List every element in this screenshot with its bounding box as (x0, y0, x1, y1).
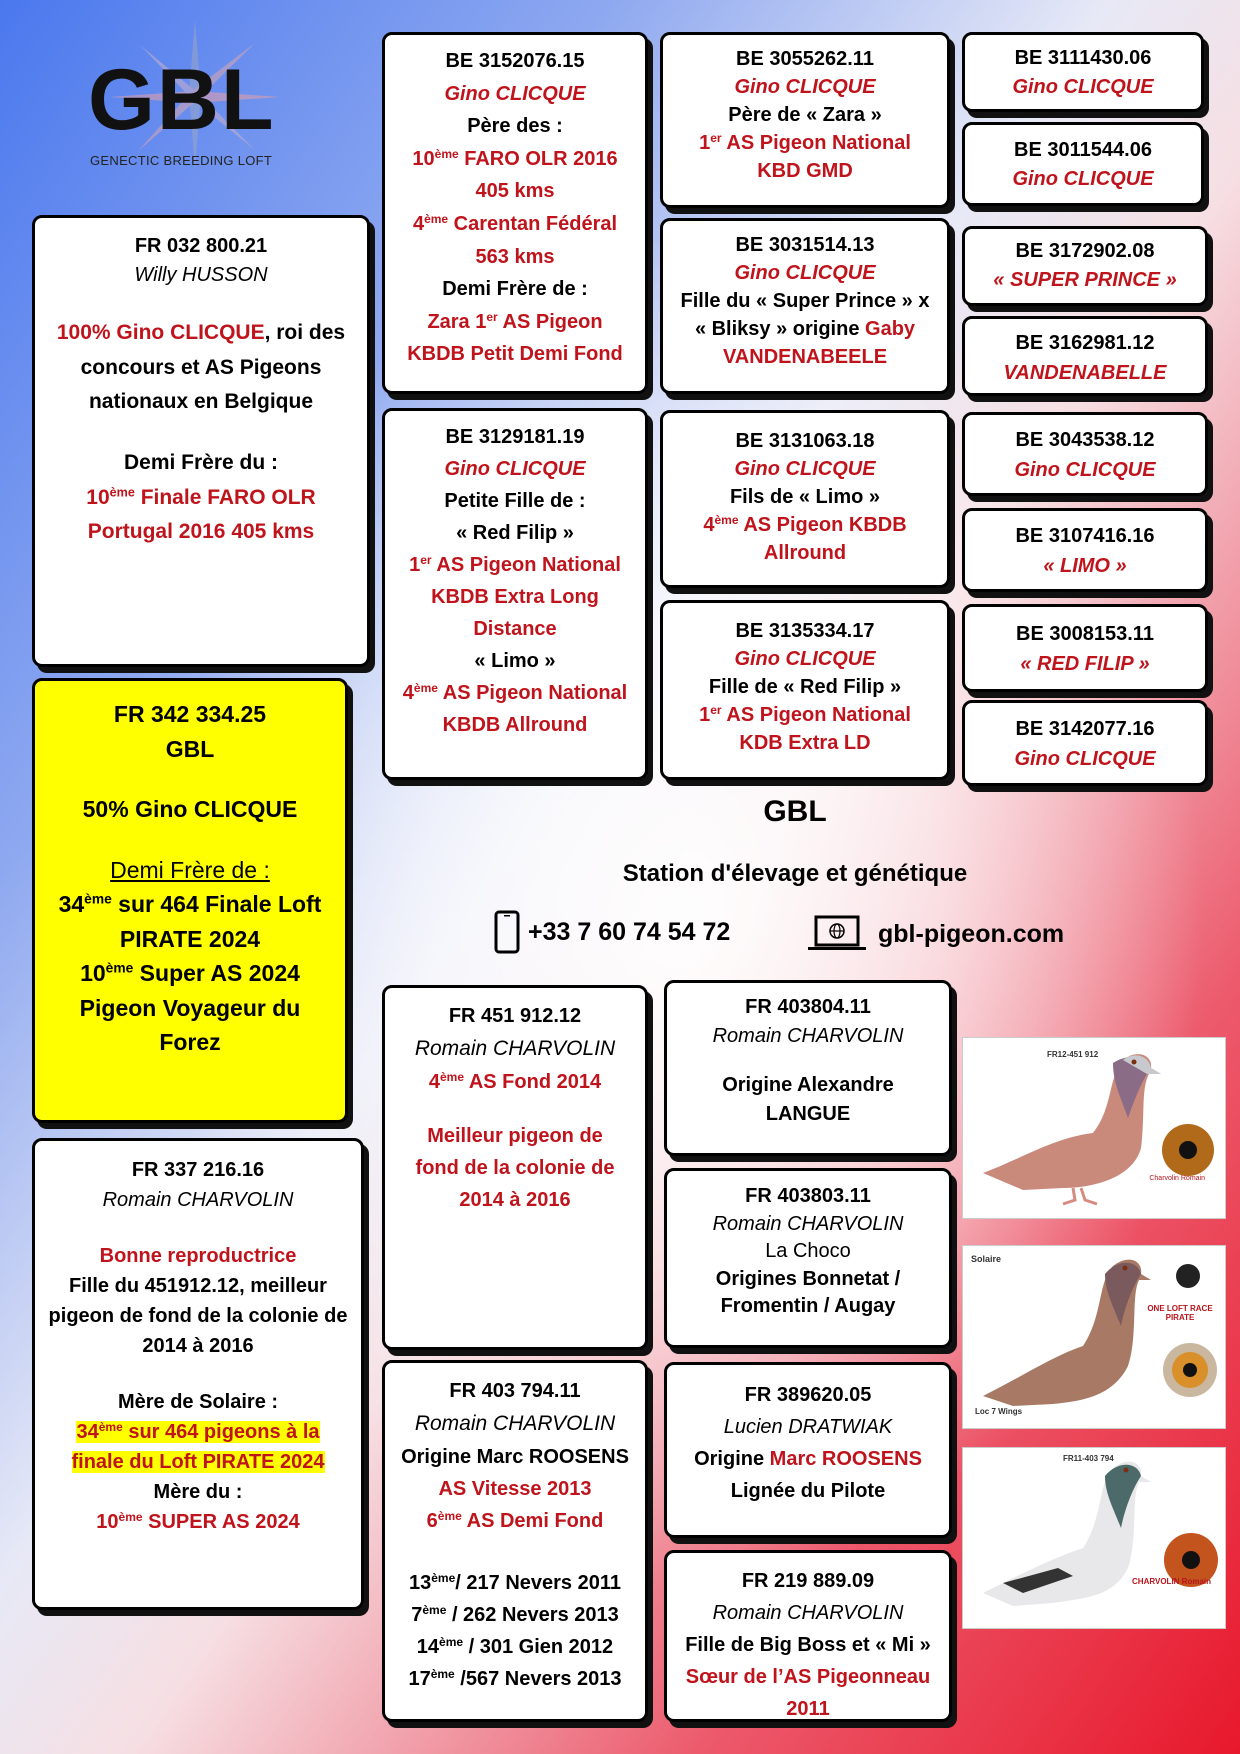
race-result: 17ème /567 Nevers 2013 (408, 1666, 622, 1690)
ring-number: FR 403 794.11 (449, 1380, 581, 1402)
achievement-category: KBDB Extra Long (431, 586, 599, 608)
relation-label: Demi Frère de : (442, 278, 588, 301)
note-highlight: Bonne reproductrice (99, 1245, 297, 1267)
owner-name: Romain CHARVOLIN (414, 1037, 616, 1060)
pedigree-box-be3055262 (660, 32, 950, 208)
relation-label: Mère de Solaire : (117, 1391, 279, 1413)
origin-text: « Bliksy » origine Gaby (694, 318, 916, 340)
distance: 563 kms (475, 245, 555, 268)
achievement: 10ème Finale FARO OLR Portugal 2016 405 kms (86, 485, 316, 544)
pedigree-box-fr337 (32, 1138, 364, 1610)
owner-name: Gino CLICQUE (444, 458, 586, 480)
loft-race-badge: ONE LOFT RACE PIRATE (1147, 1304, 1213, 1322)
origin-text: Origine Marc ROOSENS (401, 1445, 629, 1468)
ring-number: FR 219 889.09 (741, 1570, 875, 1592)
ring-number: BE 3129181.19 (445, 426, 585, 448)
pedigree-box-small (962, 700, 1208, 786)
ring-number: FR 342 334.25 (113, 701, 267, 727)
owner-name: Lucien DRATWIAK (723, 1416, 893, 1438)
ring-number: BE 3142077.16 (1015, 718, 1155, 740)
achievement: 4ème AS Fond 2014 (428, 1069, 602, 1093)
relation-label: Père de « Zara » (728, 104, 882, 126)
relation-label: Fils de « Limo » (729, 486, 881, 508)
owner-name: Romain CHARVOLIN (712, 1025, 904, 1047)
pigeon-image (963, 1448, 1225, 1628)
owner-name: GBL (165, 735, 215, 762)
ring-number: BE 3135334.17 (735, 620, 875, 642)
achievement: 10ème SUPER AS 2024 (96, 1509, 300, 1533)
owner-name: Gino CLICQUE (444, 82, 586, 105)
ring-number: BE 3055262.11 (736, 48, 874, 70)
achievement: 1er AS Pigeon National (699, 130, 911, 154)
relation-label: Fille de Big Boss et « Mi » (685, 1634, 931, 1656)
owner-name: Gino CLICQUE (1012, 76, 1154, 98)
pedigree-box-small (962, 604, 1208, 692)
pedigree-box-small (962, 32, 1204, 112)
owner-name: Gino CLICQUE (1014, 748, 1156, 770)
origin-name: LANGUE (765, 1103, 851, 1125)
pedigree-box-small (962, 316, 1208, 396)
pedigree-box-be3129181 (382, 408, 648, 780)
owner-name: VANDENABELLE (1003, 362, 1167, 384)
ring-number: FR 337 216.16 (131, 1159, 265, 1181)
ring-number: BE 3152076.15 (445, 50, 585, 72)
pedigree-box-fr342-main (32, 678, 348, 1123)
achievement-category: KBD GMD (757, 160, 853, 182)
achievement: Zara 1er AS Pigeon (427, 309, 603, 333)
pedigree-box-fr389620 (664, 1362, 952, 1538)
lineage-text: , roi des concours et AS Pigeons nationaux en Belgique (80, 321, 346, 414)
website-link[interactable] (806, 912, 1064, 956)
pigeon-name: « SUPER PRINCE » (993, 269, 1177, 291)
relation-label: Père des : (467, 115, 563, 138)
achievement-year: 2011 (786, 1698, 830, 1720)
pedigree-box-fr032 (32, 215, 370, 667)
relative-name: « Red Filip » (456, 522, 574, 544)
photo-footer: Charvolin Romain (1149, 1175, 1205, 1182)
achievement: 4ème Carentan Fédéral (412, 211, 618, 235)
origin-text: Origines Bonnetat / (715, 1267, 901, 1290)
owner-name: Romain CHARVOLIN (712, 1602, 904, 1624)
achievement: Sœur de l’AS Pigeonneau (685, 1666, 931, 1688)
achievement: 4ème AS Pigeon KBDB (703, 512, 907, 536)
pedigree-box-be3135334 (660, 600, 950, 780)
origin-name: VANDENABEELE (722, 346, 888, 368)
owner-name: Gino CLICQUE (734, 262, 876, 284)
distance: 405 kms (475, 180, 555, 203)
photo-caption: FR11-403 794 (1063, 1454, 1114, 1463)
ring-number: BE 3162981.12 (1015, 332, 1155, 354)
phone-number: +33 7 60 74 54 72 (528, 917, 731, 946)
logo-text: GBL (88, 52, 276, 148)
ring-number: BE 3111430.06 (1014, 47, 1152, 69)
owner-name: Gino CLICQUE (734, 648, 876, 670)
pigeon-nickname: La Choco (765, 1240, 851, 1263)
achievement: 6ème AS Demi Fond (426, 1508, 604, 1532)
achievement: 1er AS Pigeon National (699, 702, 911, 726)
ring-number: FR 451 912.12 (448, 1005, 582, 1027)
pigeon-name: « RED FILIP » (1020, 653, 1150, 675)
owner-name: Romain CHARVOLIN (102, 1189, 294, 1211)
relation-label: Petite Fille de : (444, 490, 586, 512)
relation-label: Demi Frère de : (110, 856, 270, 883)
gbl-logo (80, 15, 310, 175)
relation-label: Demi Frère du : (123, 450, 279, 474)
owner-name: Romain CHARVOLIN (414, 1412, 616, 1435)
relation-label: Fille du « Super Prince » x (680, 290, 930, 312)
ring-number: FR 389620.05 (744, 1384, 872, 1406)
ring-number: FR 403803.11 (745, 1185, 871, 1207)
relative-name: « Limo » (474, 650, 556, 672)
achievement-category: Distance (473, 618, 557, 640)
relation-label: Fille de « Red Filip » (708, 676, 902, 698)
achievement: 4ème AS Pigeon National (402, 680, 628, 704)
ring-number: BE 3011544.06 (1014, 139, 1152, 161)
origin-text: Origine Alexandre (722, 1074, 894, 1096)
logo-subtitle: GENECTIC BREEDING LOFT (90, 153, 273, 168)
pigeon-image (963, 1246, 1225, 1428)
pigeon-photo-1 (962, 1037, 1226, 1219)
ring-number: BE 3131063.18 (735, 430, 875, 452)
achievement-2: 10ème Super AS 2024 Pigeon Voyageur du Forez (79, 960, 301, 1055)
achievement-category: KBDB Allround (442, 714, 588, 736)
note-text: Fille du 451912.12, meilleur pigeon de fond de la colonie de 2014 à 2016 (48, 1275, 348, 1357)
pedigree-box-fr403794 (382, 1360, 648, 1722)
race-result: 14ème / 301 Gien 2012 (416, 1634, 614, 1658)
origin-text: Origine Marc ROOSENS (694, 1448, 922, 1470)
achievement-category: KBDB Petit Demi Fond (407, 343, 623, 366)
owner-name: Gino CLICQUE (734, 458, 876, 480)
ring-number: BE 3031514.13 (735, 234, 875, 256)
pedigree-box-be3031514 (660, 218, 950, 394)
pedigree-box-fr451 (382, 985, 648, 1350)
photo-caption: Solaire (971, 1254, 1002, 1264)
pedigree-box-small (962, 508, 1208, 592)
lineage-text: 50% Gino CLICQUE (82, 796, 298, 822)
lineage-text: Lignée du Pilote (730, 1480, 886, 1502)
photo-caption: FR12-451 912 (1047, 1050, 1099, 1059)
pigeon-image (963, 1038, 1225, 1218)
owner-name: Gino CLICQUE (734, 76, 876, 98)
achievement: 10ème FARO OLR 2016 (412, 146, 618, 170)
note-text: Meilleur pigeon de fond de la colonie de 2014 à 2016 (415, 1124, 615, 1211)
phone-icon (494, 910, 520, 954)
pedigree-box-fr403804 (664, 980, 952, 1156)
photo-footer: Loc 7 Wings (975, 1407, 1023, 1416)
pigeon-name: « LIMO » (1043, 555, 1127, 577)
achievement: 1er AS Pigeon National (409, 552, 621, 576)
owner-name: Gino CLICQUE (1012, 168, 1154, 190)
achievement-category: KDB Extra LD (739, 732, 871, 754)
laptop-globe-icon (806, 914, 868, 954)
pedigree-box-fr219 (664, 1550, 952, 1722)
pedigree-box-small (962, 226, 1208, 306)
owner-name: Willy HUSSON (134, 264, 268, 286)
achievement-highlight: 34ème sur 464 pigeons à la finale du Loft PIRATE 2024 (71, 1419, 325, 1473)
pedigree-box-be3131063 (660, 410, 950, 588)
pedigree-box-small (962, 122, 1204, 206)
ring-number: BE 3043538.12 (1015, 429, 1155, 451)
pedigree-box-be3152076 (382, 32, 648, 394)
phone-contact[interactable] (494, 910, 730, 954)
ring-number: BE 3008153.11 (1016, 623, 1154, 645)
achievement: AS Vitesse 2013 (438, 1477, 592, 1500)
owner-name: Romain CHARVOLIN (712, 1212, 904, 1235)
ring-number: BE 3107416.16 (1015, 525, 1155, 547)
achievement-1: 34ème sur 464 Finale Loft PIRATE 2024 (58, 891, 322, 952)
race-result: 7ème / 262 Nevers 2013 (411, 1602, 619, 1626)
relation-label-2: Mère du : (153, 1481, 243, 1503)
photo-footer: CHARVOLIN Romain (1132, 1577, 1211, 1586)
race-result: 13ème/ 217 Nevers 2011 (409, 1570, 621, 1594)
achievement-category: Allround (763, 542, 847, 564)
ring-number: BE 3172902.08 (1015, 240, 1155, 262)
owner-name: Gino CLICQUE (1014, 459, 1156, 481)
ring-number: FR 403804.11 (745, 996, 871, 1018)
ring-number: FR 032 800.21 (134, 235, 268, 257)
center-title: GBL (763, 795, 827, 828)
website-url: gbl-pigeon.com (878, 919, 1065, 948)
center-subtitle: Station d'élevage et génétique (622, 860, 968, 887)
pedigree-box-fr403803 (664, 1168, 952, 1348)
origin-text: Fromentin / Augay (720, 1295, 896, 1318)
pigeon-photo-2 (962, 1245, 1226, 1429)
pedigree-box-small (962, 412, 1208, 496)
pigeon-photo-3 (962, 1447, 1226, 1629)
lineage-highlight: 100% Gino CLICQUE (56, 321, 265, 344)
